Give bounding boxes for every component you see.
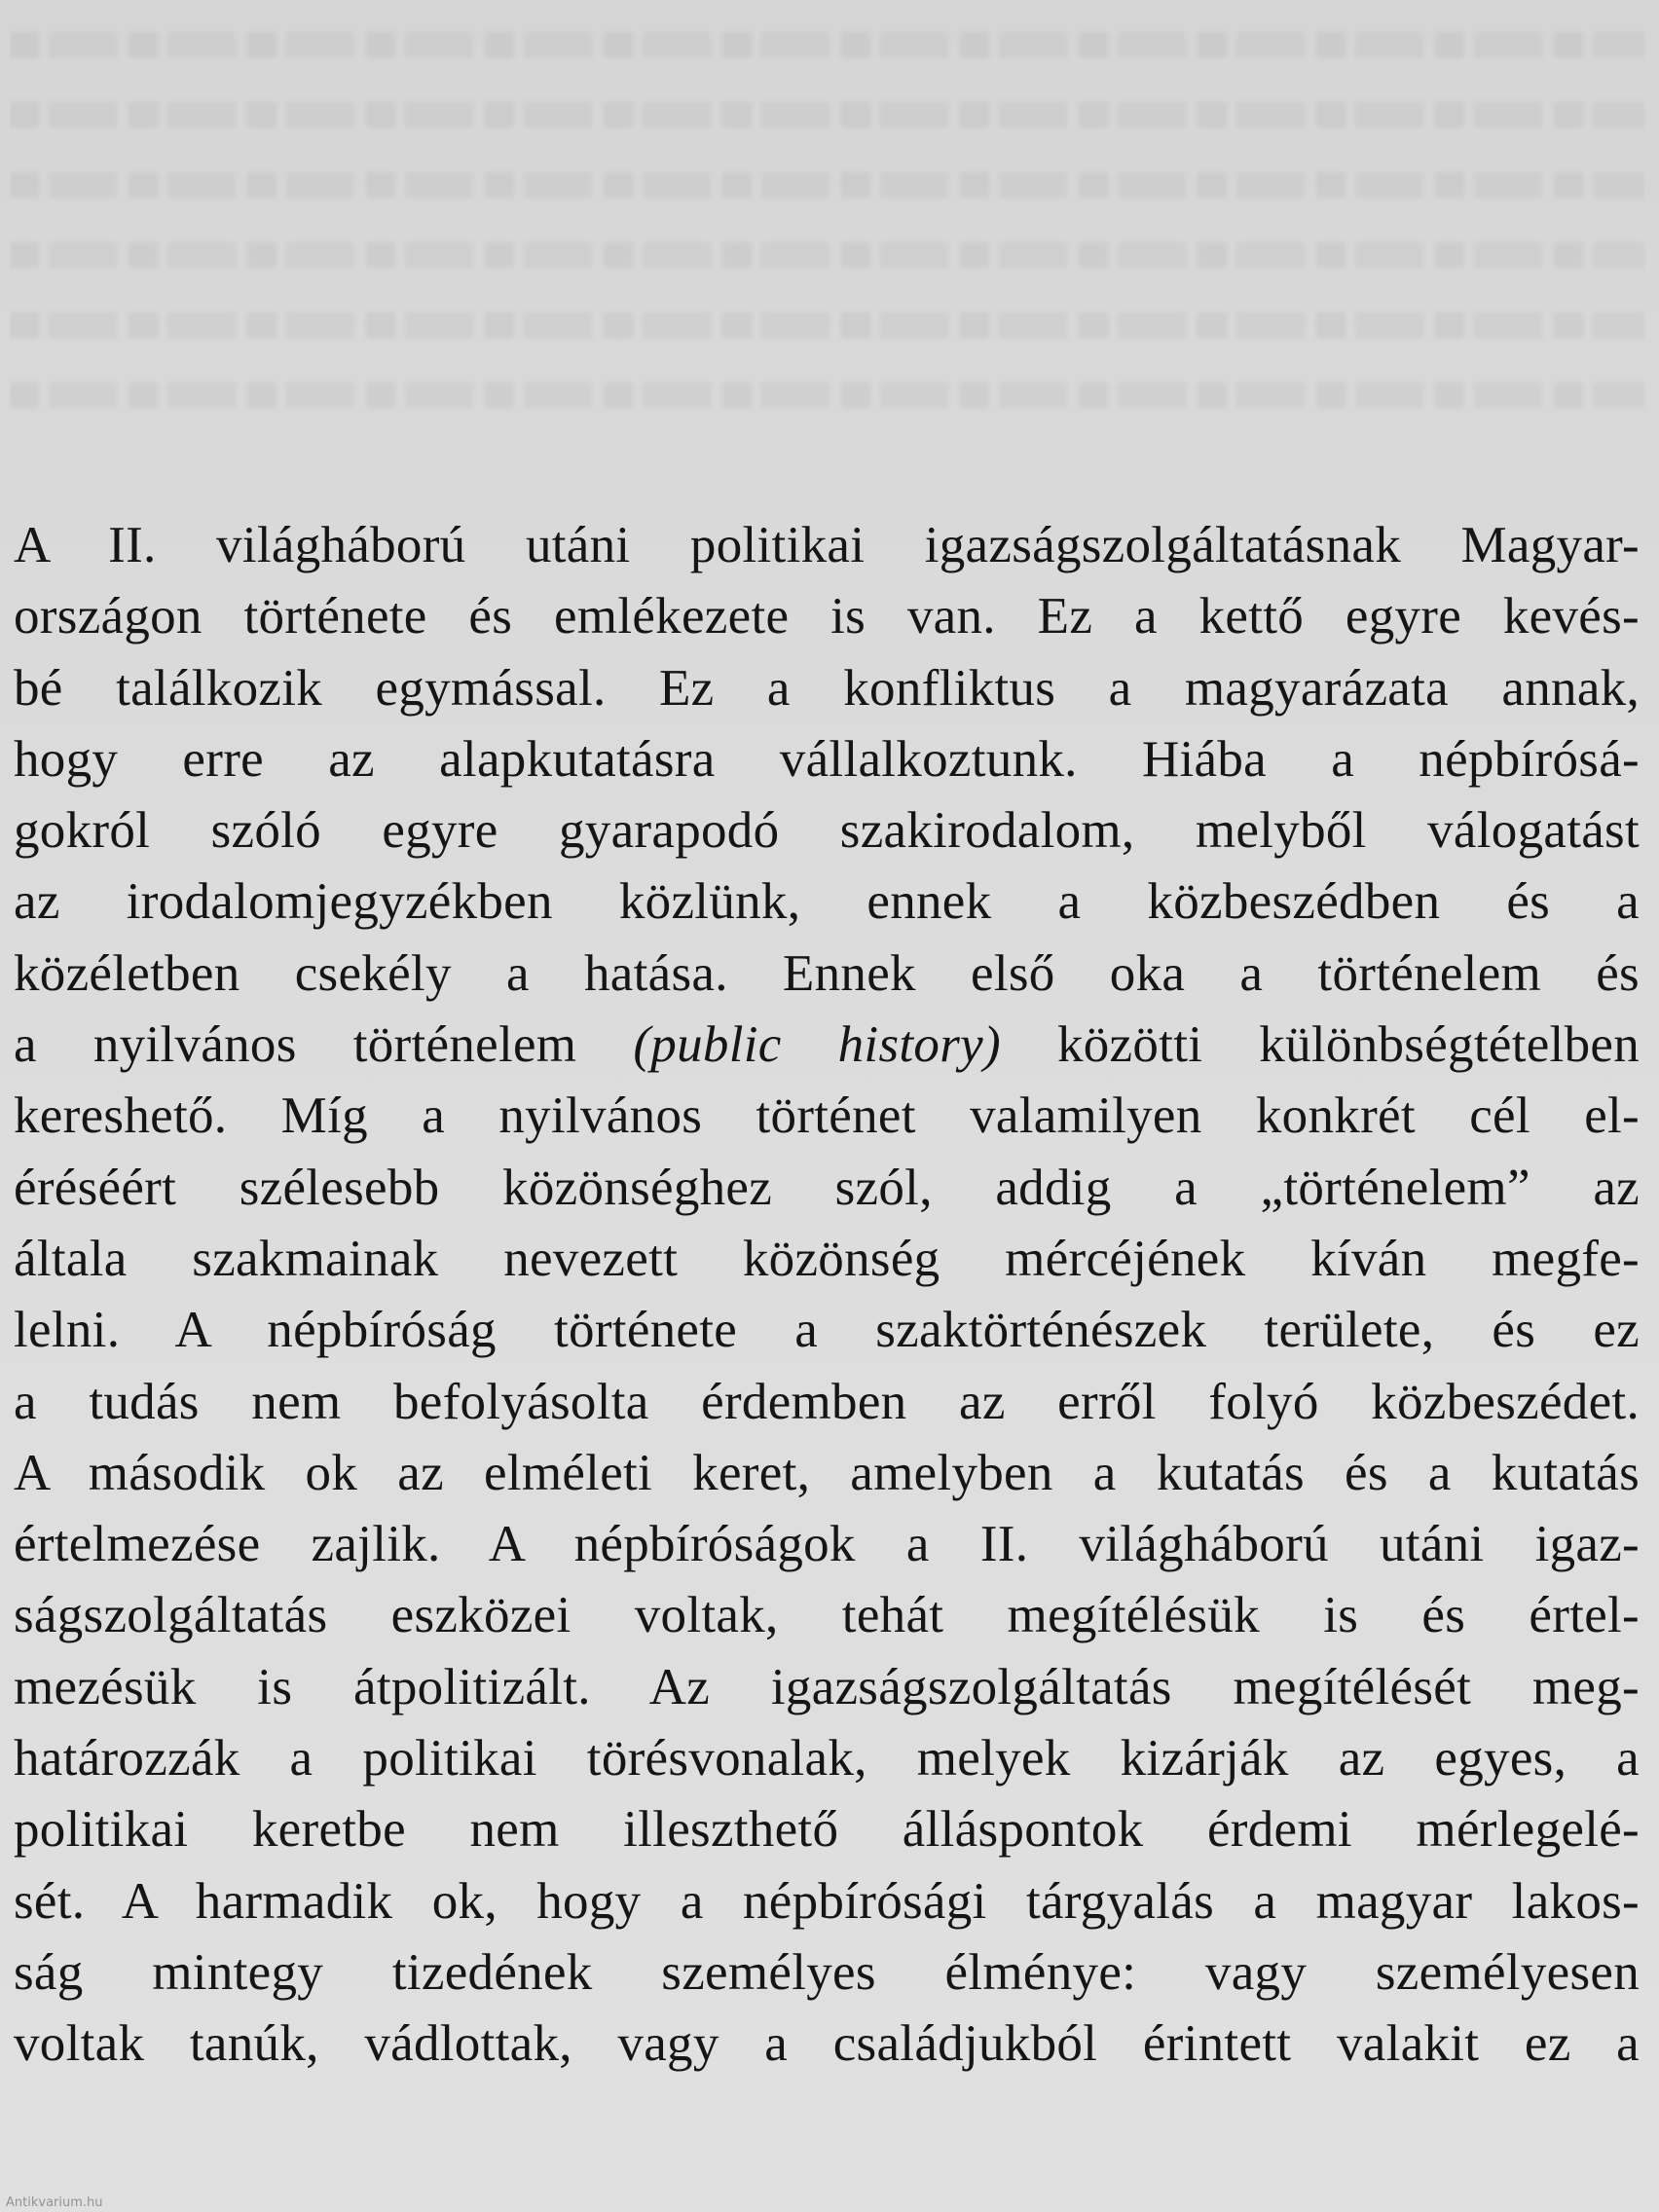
text-line: közéletben csekély a hatása. Ennek első oka a történelem és xyxy=(14,944,1640,1002)
text-line-with-italic xyxy=(14,1010,1640,1081)
text-line: általa szakmainak nevezett közönség mércéjének kíván megfe- xyxy=(14,1230,1640,1287)
text-line: ság mintegy tizedének személyes élménye: vagy személyesen xyxy=(14,1943,1640,2001)
text-line: a tudás nem befolyásolta érdemben az erről folyó közbeszédet. xyxy=(14,1373,1640,1430)
text-line: bé találkozik egymással. Ez a konfliktus a magyarázata annak, xyxy=(14,659,1640,717)
text-line: sét. A harmadik ok, hogy a népbírósági tárgyalás a magyar lakos- xyxy=(14,1872,1640,1930)
text-line: hogy erre az alapkutatásra vállalkoztunk. Hiába a népbírósá- xyxy=(14,730,1640,788)
text-line: mezésük is átpolitizált. Az igazságszolgáltatás megítélését meg- xyxy=(14,1658,1640,1715)
text-line: értelmezése zajlik. A népbíróságok a II. világháború utáni igaz- xyxy=(14,1516,1640,1573)
body-paragraph xyxy=(14,510,1640,2081)
italic-term: (public history) xyxy=(633,1016,1001,1074)
text-line: voltak tanúk, vádlottak, vagy a családjukból érintett valakit ez a xyxy=(14,2015,1640,2073)
text-line: országon története és emlékezete is van. Ez a kettő egyre kevés- xyxy=(14,588,1640,645)
text-line: az irodalomjegyzékben közlünk, ennek a közbeszédben és a xyxy=(14,873,1640,931)
text-line: kereshető. Míg a nyilvános történet valamilyen konkrét cél el- xyxy=(14,1088,1640,1145)
text-line: A II. világháború utáni politikai igazságszolgáltatásnak Magyar- xyxy=(14,517,1640,573)
text-run: közötti különbségtételben xyxy=(1000,1016,1640,1074)
text-line: ságszolgáltatás eszközei voltak, tehát megítélésük is és értel- xyxy=(14,1587,1640,1644)
text-line: lelni. A népbíróság története a szaktörténészek területe, és ez xyxy=(14,1302,1640,1359)
text-line: politikai keretbe nem illeszthető álláspontok érdemi mérlegelé- xyxy=(14,1801,1640,1859)
text-run: a nyilvános történelem xyxy=(14,1016,634,1074)
text-line: gokról szóló egyre gyarapodó szakirodalom, melyből válogatást xyxy=(14,802,1640,860)
text-line: A második ok az elméleti keret, amelyben a kutatás és a kutatás xyxy=(14,1444,1640,1501)
bleed-through-text xyxy=(10,10,1645,477)
text-line: éréséért szélesebb közönséghez szól, addig a „történelem” az xyxy=(14,1159,1640,1216)
watermark: Antikvarium.hu xyxy=(6,2195,103,2210)
text-line: határozzák a politikai törésvonalak, melyek kizárják az egyes, a xyxy=(14,1730,1640,1788)
